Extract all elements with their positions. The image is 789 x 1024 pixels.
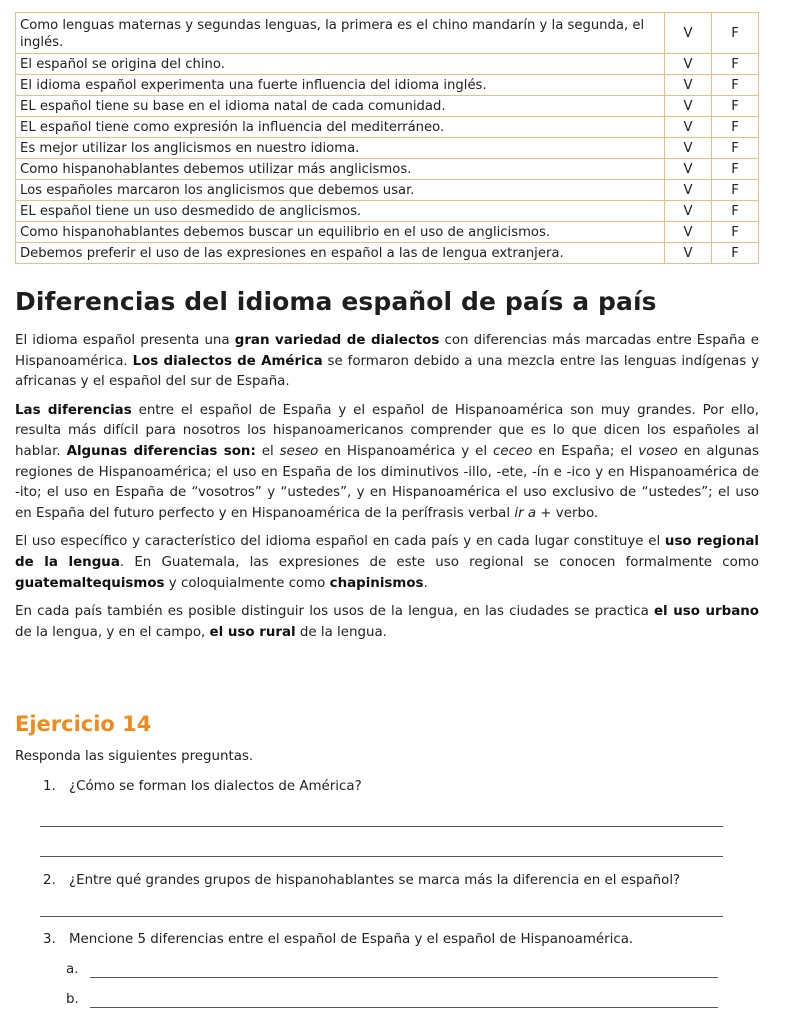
false-option[interactable]: F (712, 222, 759, 243)
statement-cell: EL español tiene un uso desmedido de anglicismos. (16, 201, 665, 222)
true-option[interactable]: V (665, 222, 712, 243)
statement-cell: Debemos preferir el uso de las expresiones en español a las de lengua extranjera. (16, 243, 665, 264)
table-row (16, 138, 759, 159)
true-option[interactable]: V (665, 13, 712, 54)
statement-cell: Como lenguas maternas y segundas lenguas, la primera es el chino mandarín y la segunda, el inglés. (16, 13, 665, 54)
section-content (15, 331, 759, 651)
false-option[interactable]: F (712, 159, 759, 180)
true-option[interactable]: V (665, 54, 712, 75)
statement-cell: Los españoles marcaron los anglicismos que debemos usar. (16, 180, 665, 201)
answer-line-3a[interactable] (90, 977, 718, 978)
true-false-table (15, 12, 759, 264)
table-row (16, 96, 759, 117)
true-option[interactable]: V (665, 243, 712, 264)
statement-cell: Es mejor utilizar los anglicismos en nuestro idioma. (16, 138, 665, 159)
true-option[interactable]: V (665, 75, 712, 96)
question-3: 3. Mencione 5 diferencias entre el español de España y el español de Hispanoamérica. (43, 932, 634, 947)
statement-cell: Como hispanohablantes debemos utilizar más anglicismos. (16, 159, 665, 180)
table-row (16, 201, 759, 222)
true-option[interactable]: V (665, 159, 712, 180)
table-row (16, 159, 759, 180)
false-option[interactable]: F (712, 243, 759, 264)
table-row (16, 222, 759, 243)
false-option[interactable]: F (712, 13, 759, 54)
paragraph-regional-use: El uso específico y característico del idioma español en cada país y en cada lugar constituye el uso regional de la lengua. En Guatemala, las expresiones de este uso regional se conocen formalmente como guatemaltequismos y coloquialmente como chapinismos. (15, 534, 759, 591)
true-option[interactable]: V (665, 180, 712, 201)
sub-item-a: a. (66, 962, 79, 977)
false-option[interactable]: F (712, 117, 759, 138)
true-option[interactable]: V (665, 117, 712, 138)
false-option[interactable]: F (712, 138, 759, 159)
true-option[interactable]: V (665, 96, 712, 117)
exercise-instructions: Responda las siguientes preguntas. (15, 749, 254, 764)
true-option[interactable]: V (665, 201, 712, 222)
false-option[interactable]: F (712, 54, 759, 75)
section-title: Diferencias del idioma español de país a país (15, 287, 657, 316)
paragraph-urban-rural: En cada país también es posible distinguir los usos de la lengua, en las ciudades se practica el uso urbano de la lengua, y en el campo, el uso rural de la lengua. (15, 604, 759, 640)
question-2: 2. ¿Entre qué grandes grupos de hispanohablantes se marca más la diferencia en el español? (43, 873, 681, 888)
table-row (16, 243, 759, 264)
false-option[interactable]: F (712, 75, 759, 96)
paragraph-dialects: El idioma español presenta una gran variedad de dialectos con diferencias más marcadas entre España e Hispanoamérica. Los dialectos de América se formaron debido a una mezcla entre las lenguas indígenas y africanas y el español del sur de España. (15, 333, 760, 390)
table-row (16, 54, 759, 75)
answer-line-2[interactable] (40, 916, 723, 917)
answer-line-3b[interactable] (90, 1007, 718, 1008)
false-option[interactable]: F (712, 180, 759, 201)
paragraph-differences: Las diferencias entre el español de España y el español de Hispanoamérica son muy grandes. Por ello, resulta más difícil para nosotros los hispanoamericanos comprender que es lo que dicen los españoles al hablar. Algunas diferencias son: el seseo en Hispanoamérica y el ceceo en España; el voseo en algunas regiones de Hispanoamérica; el uso en España de los diminutivos -illo, -ete, -ín e -ico y en Hispanoamérica de -ito; el uso en España de “vosotros” y “ustedes”, y en Hispanoamérica el uso exclusivo de “ustedes”; el uso en España del futuro perfecto y en Hispanoamérica de la perífrasis verbal ir a + verbo. (15, 402, 759, 521)
statement-cell: EL español tiene como expresión la influencia del mediterráneo. (16, 117, 665, 138)
statement-cell: El español se origina del chino. (16, 54, 665, 75)
true-option[interactable]: V (665, 138, 712, 159)
false-option[interactable]: F (712, 201, 759, 222)
answer-line-1b[interactable] (40, 856, 723, 857)
exercise-title: Ejercicio 14 (15, 712, 152, 736)
answer-line-1a[interactable] (40, 826, 723, 827)
table-row (16, 13, 759, 54)
statement-cell: Como hispanohablantes debemos buscar un equilibrio en el uso de anglicismos. (16, 222, 665, 243)
statement-cell: EL español tiene su base en el idioma natal de cada comunidad. (16, 96, 665, 117)
statement-cell: El idioma español experimenta una fuerte influencia del idioma inglés. (16, 75, 665, 96)
sub-item-b: b. (66, 992, 79, 1007)
table-row (16, 117, 759, 138)
table-row (16, 180, 759, 201)
false-option[interactable]: F (712, 96, 759, 117)
table-row (16, 75, 759, 96)
question-1: 1. ¿Cómo se forman los dialectos de América? (43, 779, 362, 794)
